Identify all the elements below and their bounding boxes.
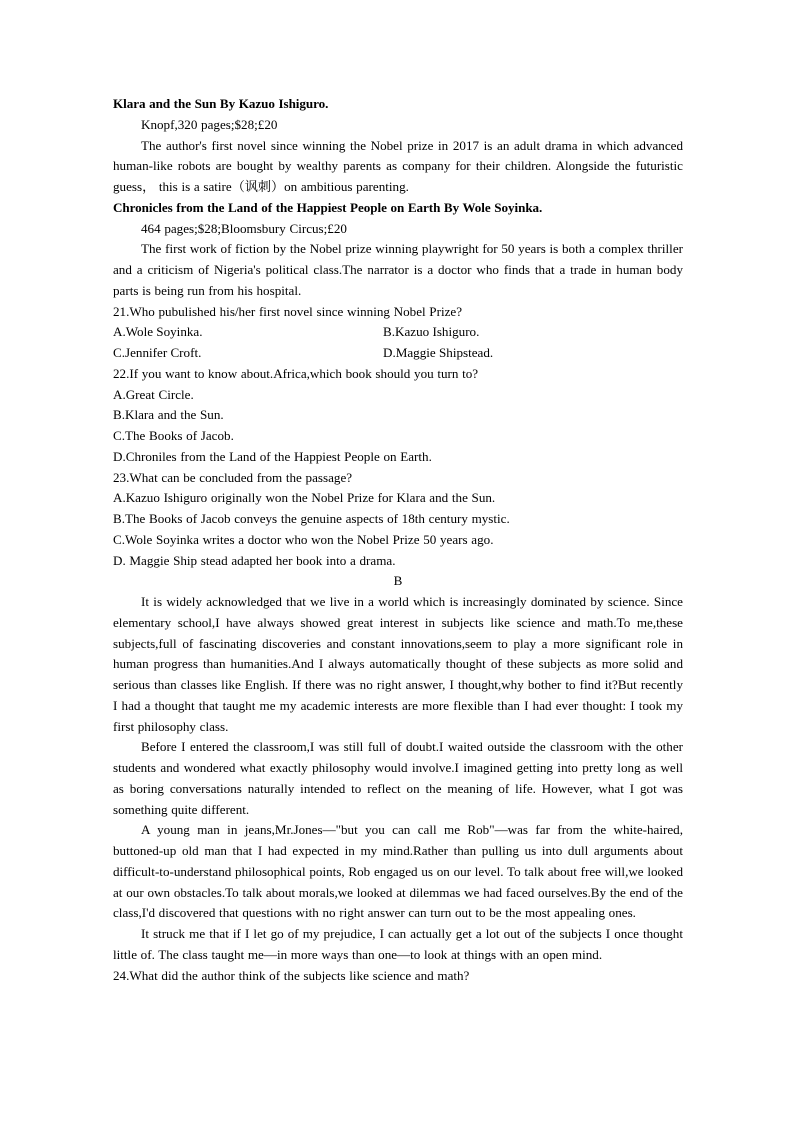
section-b-paragraph-2: Before I entered the classroom,I was still full of doubt.I waited outside the classroom with the other students and wondered what exactly philosophy would involve.I imagined getting into pretty long as well as boring conversations naturally intended to reflect on the meaning of life. However, what I got was something quite different. [113,739,683,817]
question-23-option-a[interactable]: A.Kazuo Ishiguro originally won the Nobel Prize for Klara and the Sun. [113,490,496,506]
book-title-1: Klara and the Sun By Kazuo Ishiguro. [113,96,329,111]
question-21-option-c[interactable]: C.Jennifer Croft. [113,345,202,360]
question-24-stem: 24.What did the author think of the subjects like science and math? [113,967,470,983]
book-description-1: The author's first novel since winning the Nobel prize in 2017 is an adult drama in which advanced human-like robots are bought by wealthy parents as company for their children. Alongside the futuristic guess， this is a satire（讽刺）on ambitious parenting. [113,137,683,194]
question-22-stem: 22.If you want to know about.Africa,which book should you turn to? [113,365,479,381]
book-title-2: Chronicles from the Land of the Happiest People on Earth By Wole Soyinka. [113,199,543,215]
question-22-option-c[interactable]: C.The Books of Jacob. [113,428,234,443]
question-22-option-a[interactable]: A.Great Circle. [113,386,194,402]
question-21-options-row-1 [113,322,683,343]
question-23-option-b[interactable]: B.The Books of Jacob conveys the genuine aspects of 18th century mystic. [113,511,510,526]
question-22-option-b[interactable]: B.Klara and the Sun. [113,407,224,423]
book-publication-info-2: 464 pages;$28;Bloomsbury Circus;£20 [141,220,347,236]
section-b-paragraph-3: A young man in jeans,Mr.Jones—"but you can call me Rob"—was far from the white-haired, buttoned-up old man that I had expected in my mind.Rather than pulling us into dull arguments about difficult-to-understand philosophical points, Rob engaged us on our level. To talk about free will,we looked at our own obstacles.To talk about morals,we looked at dilemmas we had faced ourselves.By the end of the class,I'd discovered that questions with no right answer can turn out to be the most appealing ones. [113,822,683,921]
question-21-options-row-2 [113,343,683,364]
book-description-2: The first work of fiction by the Nobel prize winning playwright for 50 years is both a complex thriller and a criticism of Nigeria's political class.The narrator is a doctor who finds that a trade in human body parts is being run from his hospital. [113,241,683,298]
section-b-paragraph-4: It struck me that if I let go of my prejudice, I can actually get a lot out of the subjects I once thought little of. The class taught me—in more ways than one—to look at things with an open mind. [113,926,683,962]
question-22-option-d[interactable]: D.Chroniles from the Land of the Happiest People on Earth. [113,448,432,464]
question-21-stem: 21.Who pubulished his/her first novel since winning Nobel Prize? [113,303,463,319]
document-body [113,94,683,986]
question-23-stem: 23.What can be concluded from the passage? [113,469,353,485]
question-21-option-d[interactable]: D.Maggie Shipstead. [383,345,494,360]
question-21-option-b[interactable]: B.Kazuo Ishiguro. [383,324,480,340]
section-b-paragraph-1: It is widely acknowledged that we live in a world which is increasingly dominated by science. Since elementary school,I have always showed great interest in subjects like science and math.To me,these subjects,full of fascinating discoveries and constant innovations,seem to play a more significant role in human progress than humanities.And I always automatically thought of these subjects as more solid and serious than classes like English. If there was no right answer, I thought,why bother to find it?But recently I had a thought that taught me my academic interests are more flexible than I had ever thought: I took my first philosophy class. [113,594,683,734]
question-21-option-a[interactable]: A.Wole Soyinka. [113,324,203,340]
section-b-label: B [393,573,403,589]
book-publication-info-1: Knopf,320 pages;$28;£20 [141,116,278,132]
question-23-option-d[interactable]: D. Maggie Ship stead adapted her book into a drama. [113,552,396,568]
question-23-option-c[interactable]: C.Wole Soyinka writes a doctor who won the Nobel Prize 50 years ago. [113,531,494,547]
